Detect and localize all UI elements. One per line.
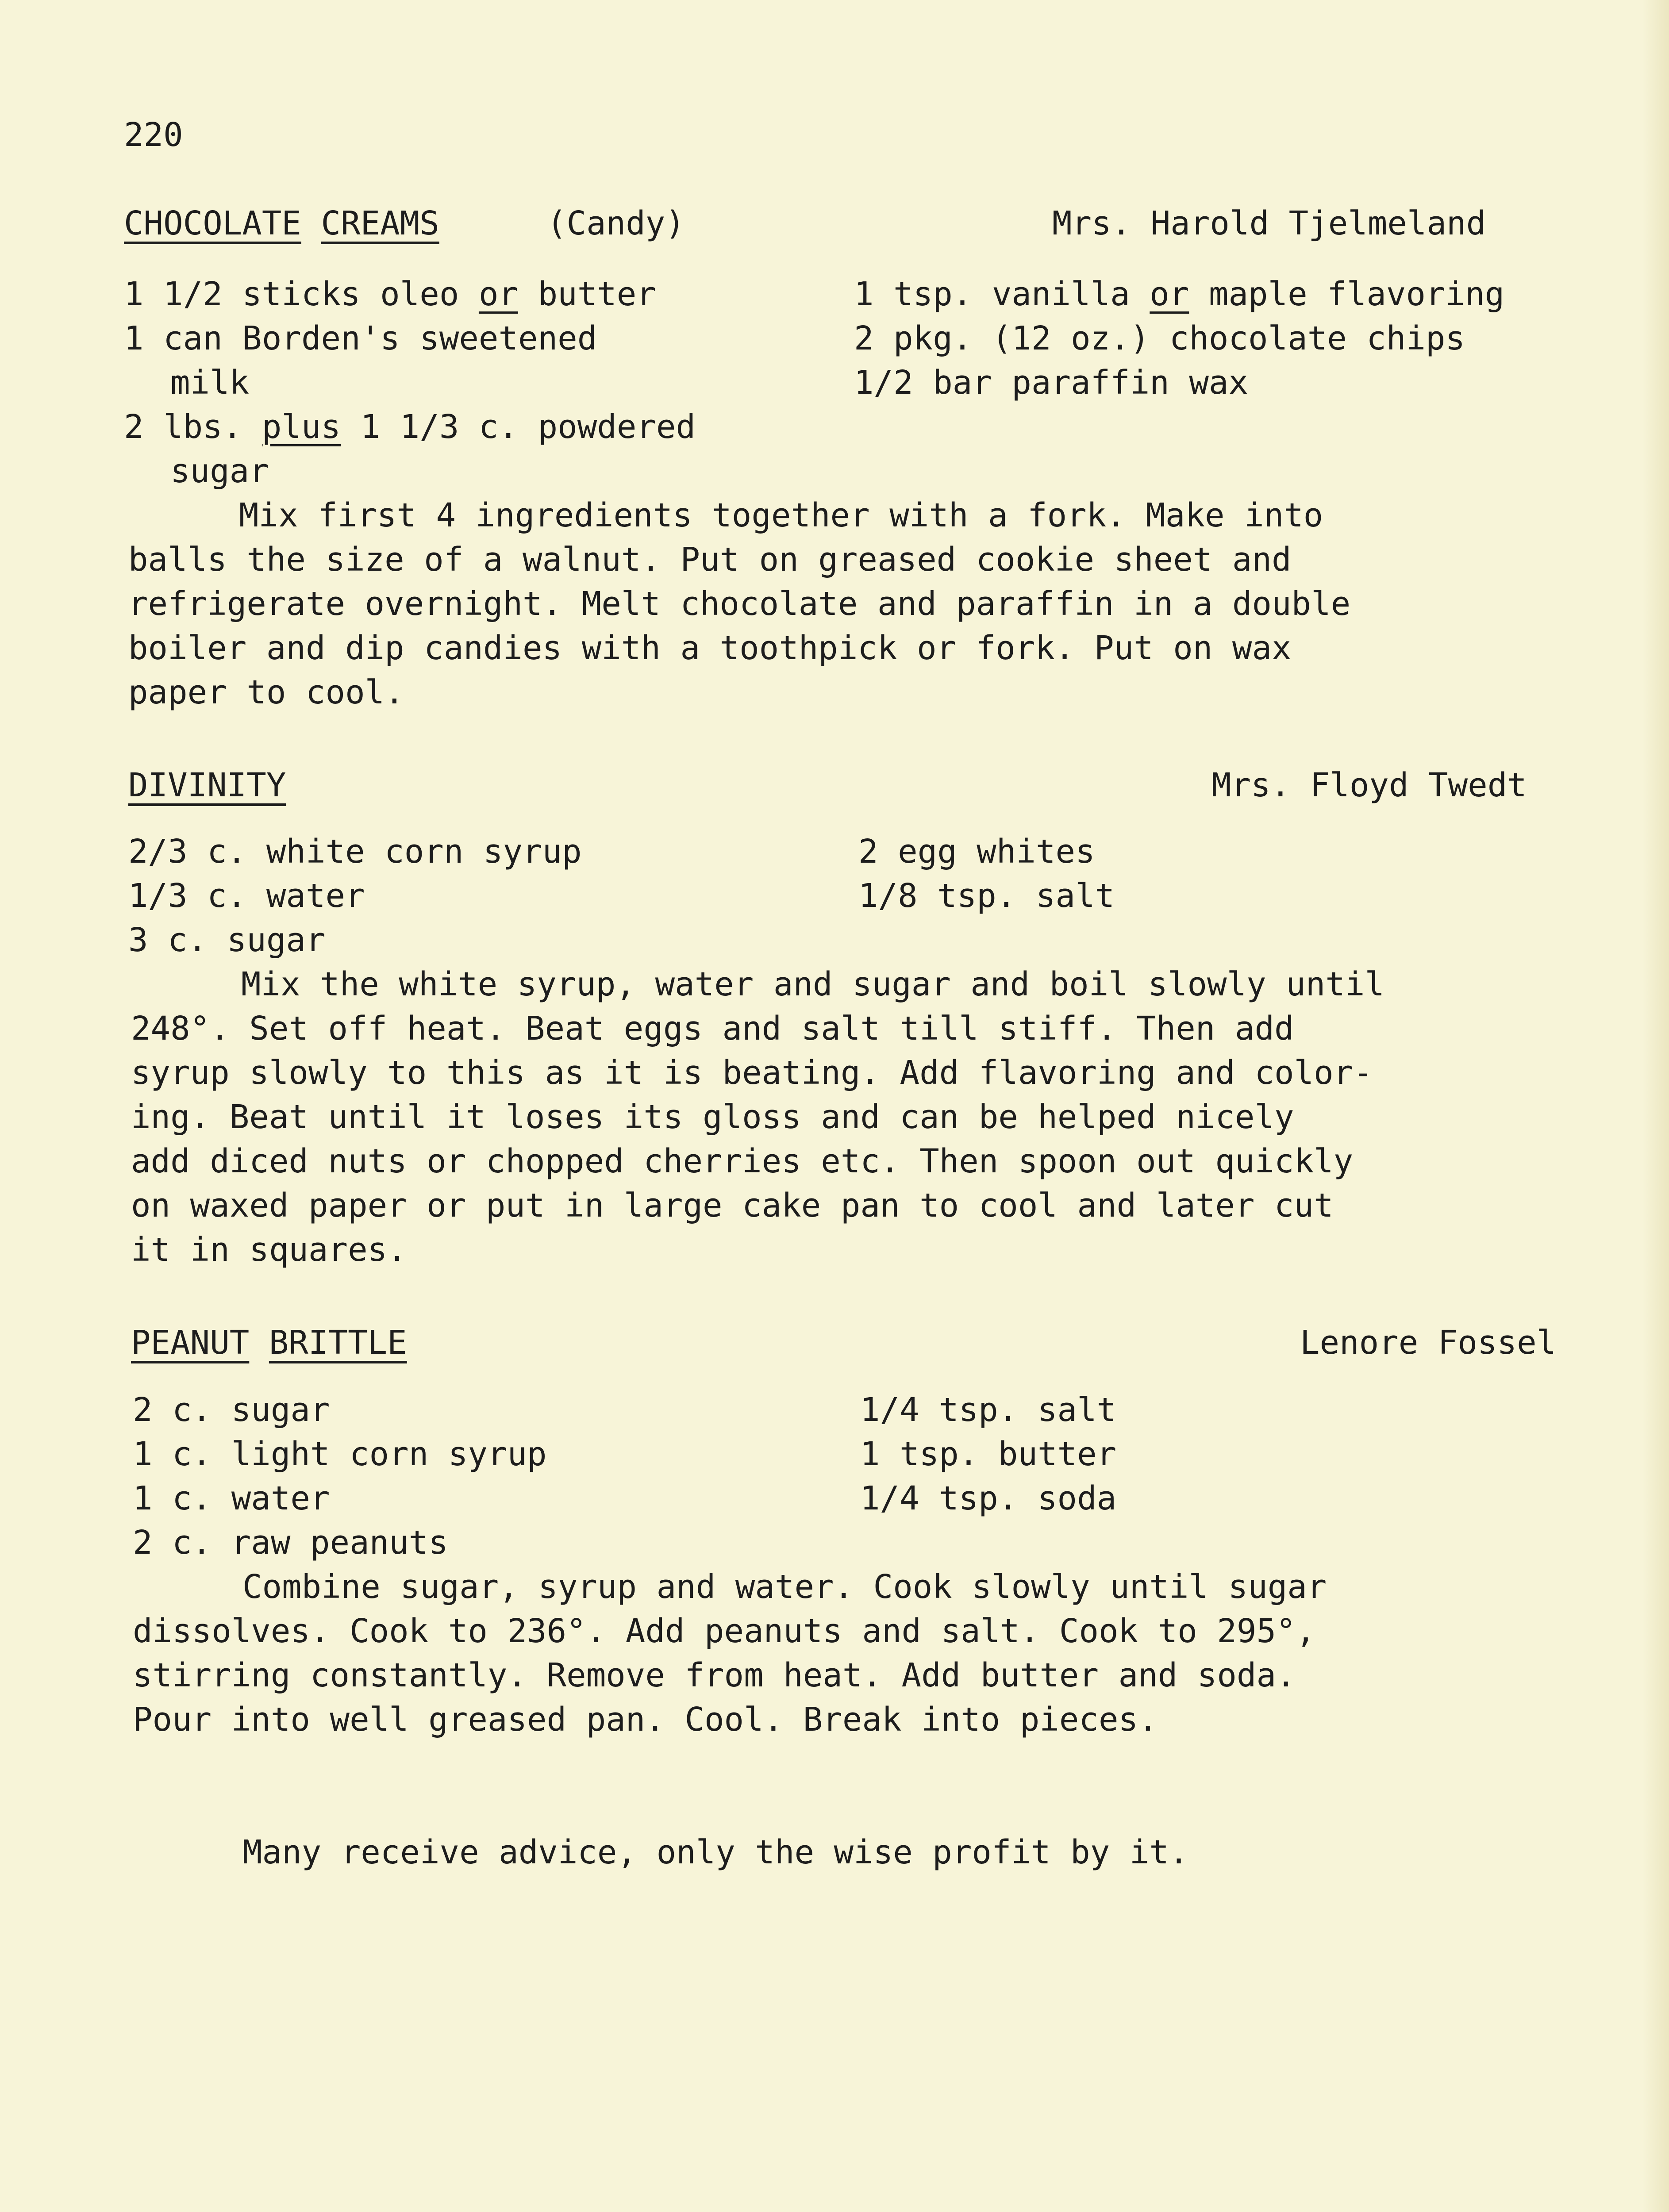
ingredient-line: 2/3 c. white corn syrup <box>128 833 582 871</box>
ingredient-line: 1/8 tsp. salt <box>858 877 1115 915</box>
ingredient-line: 3 c. sugar <box>128 921 326 959</box>
direction-line: refrigerate overnight. Melt chocolate and paraffin in a double <box>128 585 1351 623</box>
ingredient-line: 2 egg whites <box>858 833 1095 871</box>
ingredient-line <box>124 275 656 313</box>
recipe-title-chocolate-creams <box>124 204 439 242</box>
direction-line: boiler and dip candies with a toothpick or fork. Put on wax <box>128 629 1292 667</box>
direction-line: on waxed paper or put in large cake pan to cool and later cut <box>131 1187 1334 1225</box>
direction-line: Mix the white syrup, water and sugar and boil slowly until <box>241 965 1385 1003</box>
ingredient-line: 2 pkg. (12 oz.) chocolate chips <box>854 319 1465 357</box>
ingredient-line: 1/4 tsp. salt <box>860 1391 1117 1429</box>
ingredient-line: 1/4 tsp. soda <box>860 1479 1117 1517</box>
direction-line: Mix first 4 ingredients together with a fork. Make into <box>239 496 1323 534</box>
recipe-author: Lenore Fossel <box>1300 1324 1557 1362</box>
ingredient-line: sugar <box>170 452 269 490</box>
ingredient-line: 1 c. water <box>133 1479 330 1517</box>
ingredient-text: 2 lbs. <box>124 408 262 446</box>
direction-line: paper to cool. <box>128 673 404 711</box>
title-word: BRITTLE <box>269 1324 407 1362</box>
ingredient-line: 2 c. sugar <box>133 1391 330 1429</box>
ingredient-emphasis: or <box>478 275 519 313</box>
direction-line: syrup slowly to this as it is beating. Add flavoring and color- <box>131 1054 1373 1092</box>
ingredient-text: 1 tsp. vanilla <box>854 275 1150 313</box>
ingredient-line <box>124 408 696 446</box>
direction-line: ing. Beat until it loses its gloss and can be helped nicely <box>131 1098 1294 1136</box>
proverb: Many receive advice, only the wise profit by it. <box>242 1833 1189 1871</box>
page-edge <box>1642 0 1669 2212</box>
ingredient-line: 1 tsp. butter <box>860 1435 1117 1473</box>
ingredient-text: butter <box>518 275 656 313</box>
direction-line: balls the size of a walnut. Put on greased cookie sheet and <box>128 541 1292 579</box>
direction-line: add diced nuts or chopped cherries etc. Then spoon out quickly <box>131 1142 1354 1180</box>
ingredient-line: 1 can Borden's sweetened <box>124 319 597 357</box>
recipe-author: Mrs. Harold Tjelmeland <box>1052 204 1486 242</box>
ingredient-line: 1 c. light corn syrup <box>133 1435 547 1473</box>
ingredient-line: milk <box>170 364 250 402</box>
ingredient-line: 2 c. raw peanuts <box>133 1524 448 1562</box>
ingredient-line <box>854 275 1505 313</box>
direction-line: dissolves. Cook to 236°. Add peanuts and salt. Cook to 295°, <box>133 1612 1316 1650</box>
ingredient-emphasis: or <box>1150 275 1189 313</box>
ingredient-text: maple flavoring <box>1189 275 1505 313</box>
ingredient-text: 1 1/3 c. powdered <box>341 408 696 446</box>
recipe-title-divinity: DIVINITY <box>128 766 286 804</box>
ingredient-line: 1/2 bar paraffin wax <box>854 364 1249 402</box>
ingredient-line: 1/3 c. water <box>128 877 365 915</box>
recipe-category: (Candy) <box>547 204 685 242</box>
direction-line: stirring constantly. Remove from heat. Add butter and soda. <box>133 1656 1296 1694</box>
title-word: CHOCOLATE <box>124 204 301 242</box>
direction-line: 248°. Set off heat. Beat eggs and salt till stiff. Then add <box>131 1010 1294 1048</box>
direction-line: it in squares. <box>131 1231 407 1269</box>
title-word: PEANUT <box>131 1324 250 1362</box>
ingredient-emphasis: plus <box>262 408 341 446</box>
title-word: CREAMS <box>321 204 439 242</box>
recipe-title-peanut-brittle <box>131 1324 407 1362</box>
direction-line: Pour into well greased pan. Cool. Break into pieces. <box>133 1701 1158 1739</box>
recipe-author: Mrs. Floyd Twedt <box>1211 766 1527 804</box>
direction-line: Combine sugar, syrup and water. Cook slowly until sugar <box>242 1568 1327 1606</box>
ingredient-text: 1 1/2 sticks oleo <box>124 275 479 313</box>
page-number: 220 <box>124 116 183 154</box>
